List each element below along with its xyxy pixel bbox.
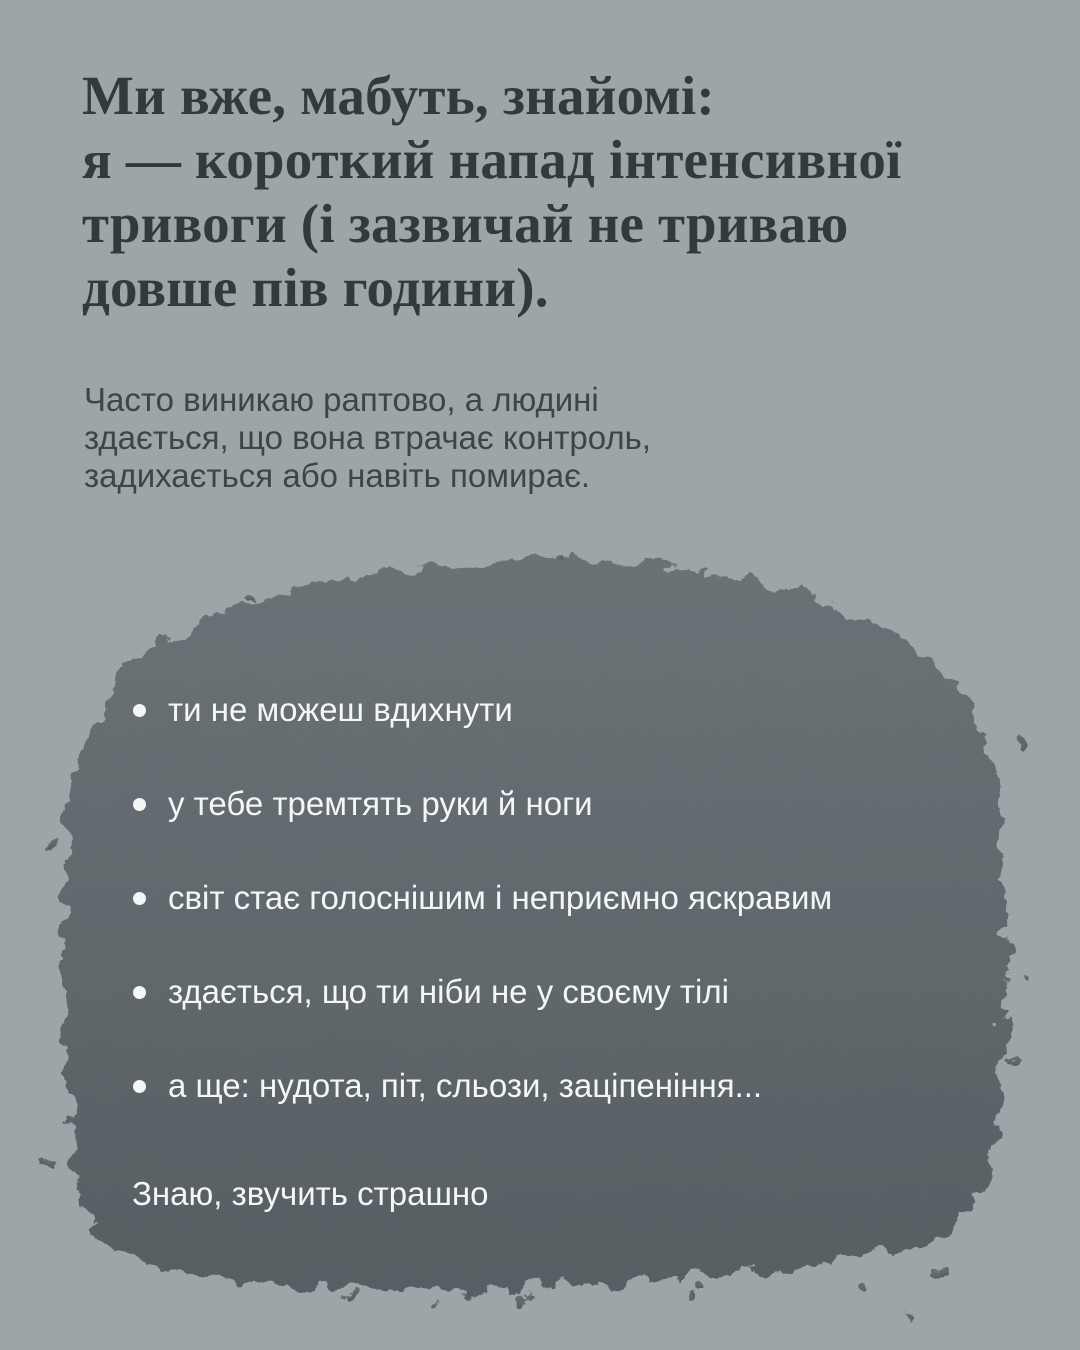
- list-item-text: здається, що ти ніби не у своєму тілі: [168, 973, 729, 1010]
- list-item-text: світ стає голоснішим і неприємно яскравим: [168, 879, 833, 916]
- list-item-text: ти не можеш вдихнути: [168, 691, 513, 728]
- list-item: [132, 1066, 972, 1106]
- bullet-dot-icon: [133, 1080, 146, 1093]
- bullet-dot-icon: [133, 892, 146, 905]
- intro-line: здається, що вона втрачає контроль,: [84, 419, 651, 456]
- bullet-dot-icon: [133, 986, 146, 999]
- list-item-text: у тебе тремтять руки й ноги: [168, 785, 593, 822]
- bullet-dot-icon: [133, 704, 146, 717]
- list-item: [132, 878, 972, 918]
- heading-line: Ми вже, мабуть, знайомі:: [82, 65, 715, 126]
- heading-line: довше пів години).: [82, 257, 549, 318]
- symptoms-card: [132, 690, 972, 1214]
- intro-line: задихається або навіть помирає.: [84, 457, 591, 494]
- list-item-text: а ще: нудота, піт, сльози, заціпеніння...: [168, 1067, 763, 1104]
- bullet-dot-icon: [133, 798, 146, 811]
- heading-line: тривоги (і зазвичай не триваю: [82, 193, 849, 254]
- intro-line: Часто виникаю раптово, а людині: [84, 381, 599, 418]
- list-item: [132, 972, 972, 1012]
- list-item: [132, 784, 972, 824]
- bullet-list: [132, 690, 972, 1106]
- heading-line: я — короткий напад інтенсивної: [82, 129, 902, 190]
- card-footer-note: Знаю, звучить страшно: [132, 1175, 489, 1212]
- list-item: [132, 690, 972, 730]
